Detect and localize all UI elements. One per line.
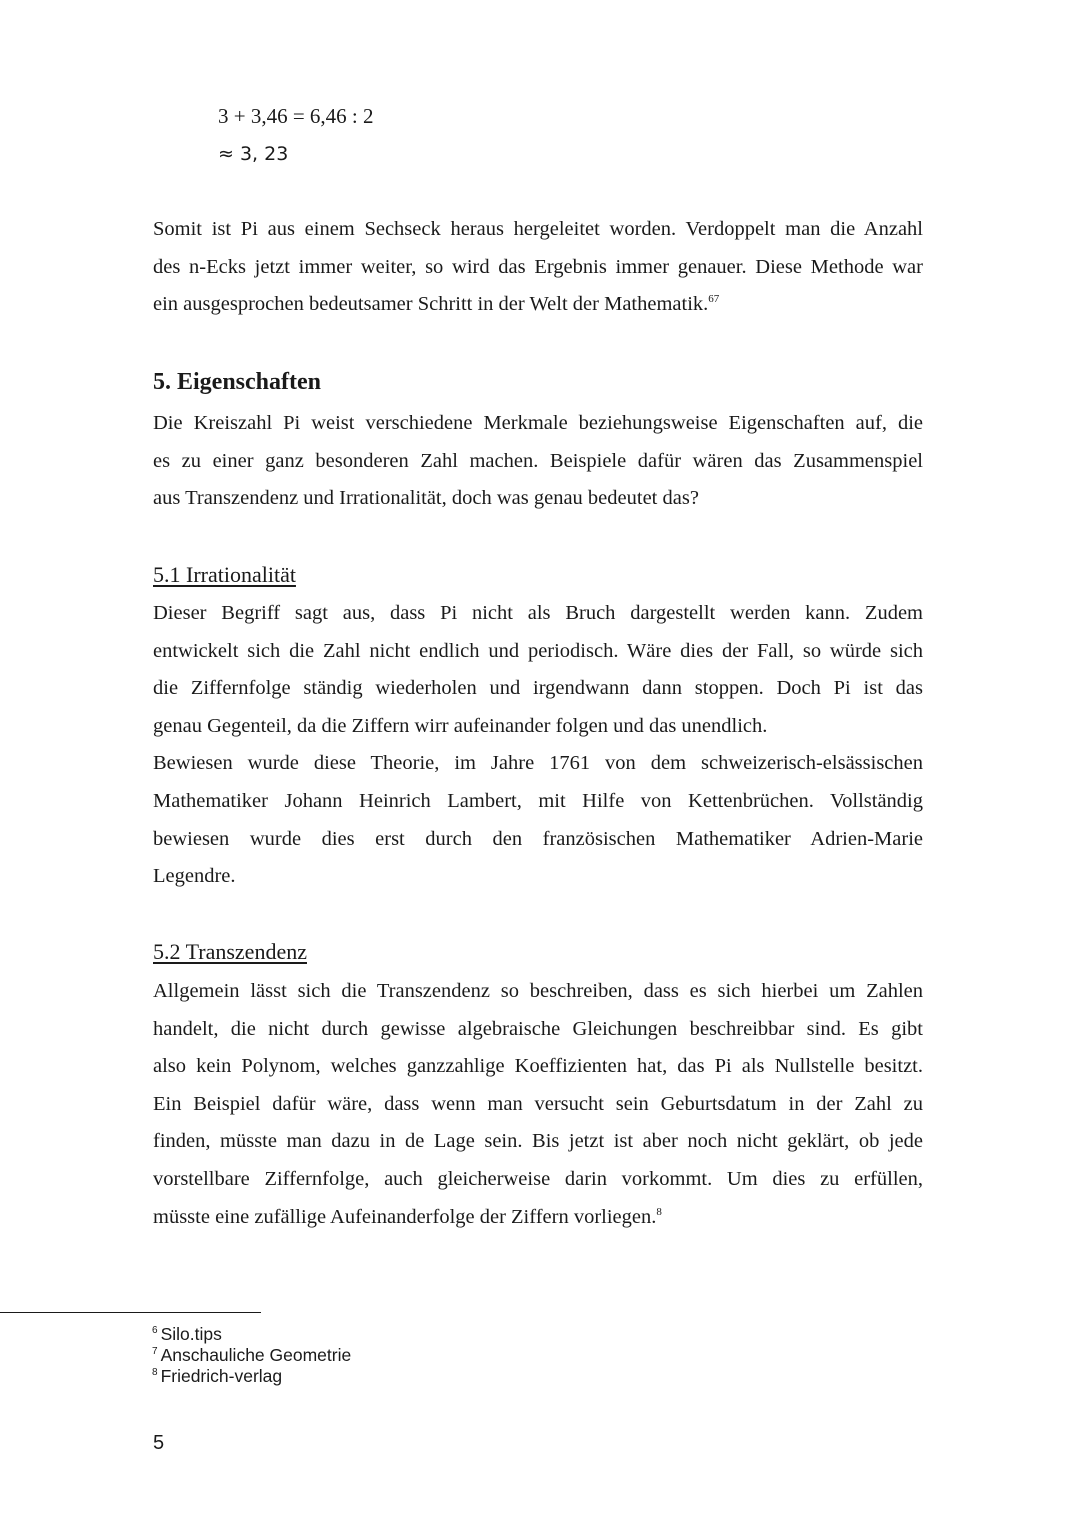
- paragraph-line: ein ausgesprochen bedeutsamer Schritt in der Welt der Mathematik.$^{67}$: [153, 293, 720, 316]
- section52-paragraph: [153, 973, 923, 1236]
- paragraph-line: Somit ist Pi aus einem Sechseck heraus hergeleitet worden. Verdoppelt man die Anzahl: [153, 218, 923, 240]
- paragraph-line: aus Transzendenz und Irrationalität, doch was genau bedeutet das?: [153, 487, 699, 510]
- footnote: $^7$ Anschauliche Geometrie: [152, 1345, 352, 1365]
- footnote: $^6$ Silo.tips: [152, 1324, 222, 1344]
- paragraph-line: es zu einer ganz besonderen Zahl machen. Beispiele dafür wären das Zusammenspiel: [153, 449, 923, 472]
- paragraph-line: Die Kreiszahl Pi weist verschiedene Merkmale beziehungsweise Eigenschaften auf, die: [153, 412, 923, 434]
- paragraph-line: genau Gegenteil, da die Ziffern wirr aufeinander folgen und das unendlich.: [153, 714, 768, 737]
- footnote-ref: 67: [708, 293, 720, 306]
- subsection-heading: 5.2 Transzendenz: [153, 939, 307, 964]
- paragraph-line: Ein Beispiel dafür wäre, dass wenn man versucht sein Geburtsdatum in der Zahl zu: [153, 1092, 923, 1115]
- paragraph-line: bewiesen wurde dies erst durch den französischen Mathematiker Adrien-Marie: [153, 827, 923, 850]
- formula-line-2: ≈ 3, 23: [218, 143, 289, 165]
- paragraph-line: Legendre.: [153, 865, 236, 888]
- footnote-separator: [0, 1312, 261, 1313]
- paragraph-line: vorstellbare Ziffernfolge, auch gleicherweise darin vorkommt. Um dies zu erfüllen,: [153, 1167, 923, 1190]
- paragraph-line: Allgemein lässt sich die Transzendenz so beschreiben, dass es sich hierbei um Zahlen: [153, 980, 923, 1002]
- paragraph-line: des n-Ecks jetzt immer weiter, so wird das Ergebnis immer genauer. Diese Methode war: [153, 255, 923, 278]
- page-number: 5: [153, 1432, 165, 1454]
- paragraph-line: müsste eine zufällige Aufeinanderfolge der Ziffern vorliegen.$^8$: [153, 1205, 662, 1228]
- paragraph-line: die Ziffernfolge ständig wiederholen und irgendwann dann stoppen. Doch Pi ist das: [153, 677, 923, 700]
- section-heading: 5. Eigenschaften: [153, 369, 321, 395]
- paragraph-line: entwickelt sich die Zahl nicht endlich und periodisch. Wäre dies der Fall, so würde sich: [153, 639, 923, 662]
- intro-paragraph: [153, 211, 923, 324]
- paragraph-line: Mathematiker Johann Heinrich Lambert, mit Hilfe von Kettenbrüchen. Vollständig: [153, 789, 923, 812]
- paragraph-line: Bewiesen wurde diese Theorie, im Jahre 1761 von dem schweizerisch-elsässischen: [153, 752, 923, 775]
- subsection-heading: 5.1 Irrationalität: [153, 562, 296, 587]
- footnote: $^8$ Friedrich-verlag: [152, 1366, 283, 1386]
- formula-line-1: 3 + 3,46 = 6,46 : 2: [218, 104, 374, 128]
- footnote-ref: 8: [656, 1205, 662, 1218]
- section5-paragraph: [153, 405, 923, 518]
- section51-paragraph: [153, 595, 923, 896]
- paragraph-line: handelt, die nicht durch gewisse algebraische Gleichungen beschreibbar sind. Es gibt: [153, 1017, 923, 1040]
- paragraph-line: also kein Polynom, welches ganzzahlige Koeffizienten hat, das Pi als Nullstelle besitzt.: [153, 1055, 923, 1078]
- paragraph-line: Dieser Begriff sagt aus, dass Pi nicht als Bruch dargestellt werden kann. Zudem: [153, 602, 923, 624]
- paragraph-line: finden, müsste man dazu in de Lage sein. Bis jetzt ist aber noch nicht geklärt, ob jede: [153, 1130, 923, 1153]
